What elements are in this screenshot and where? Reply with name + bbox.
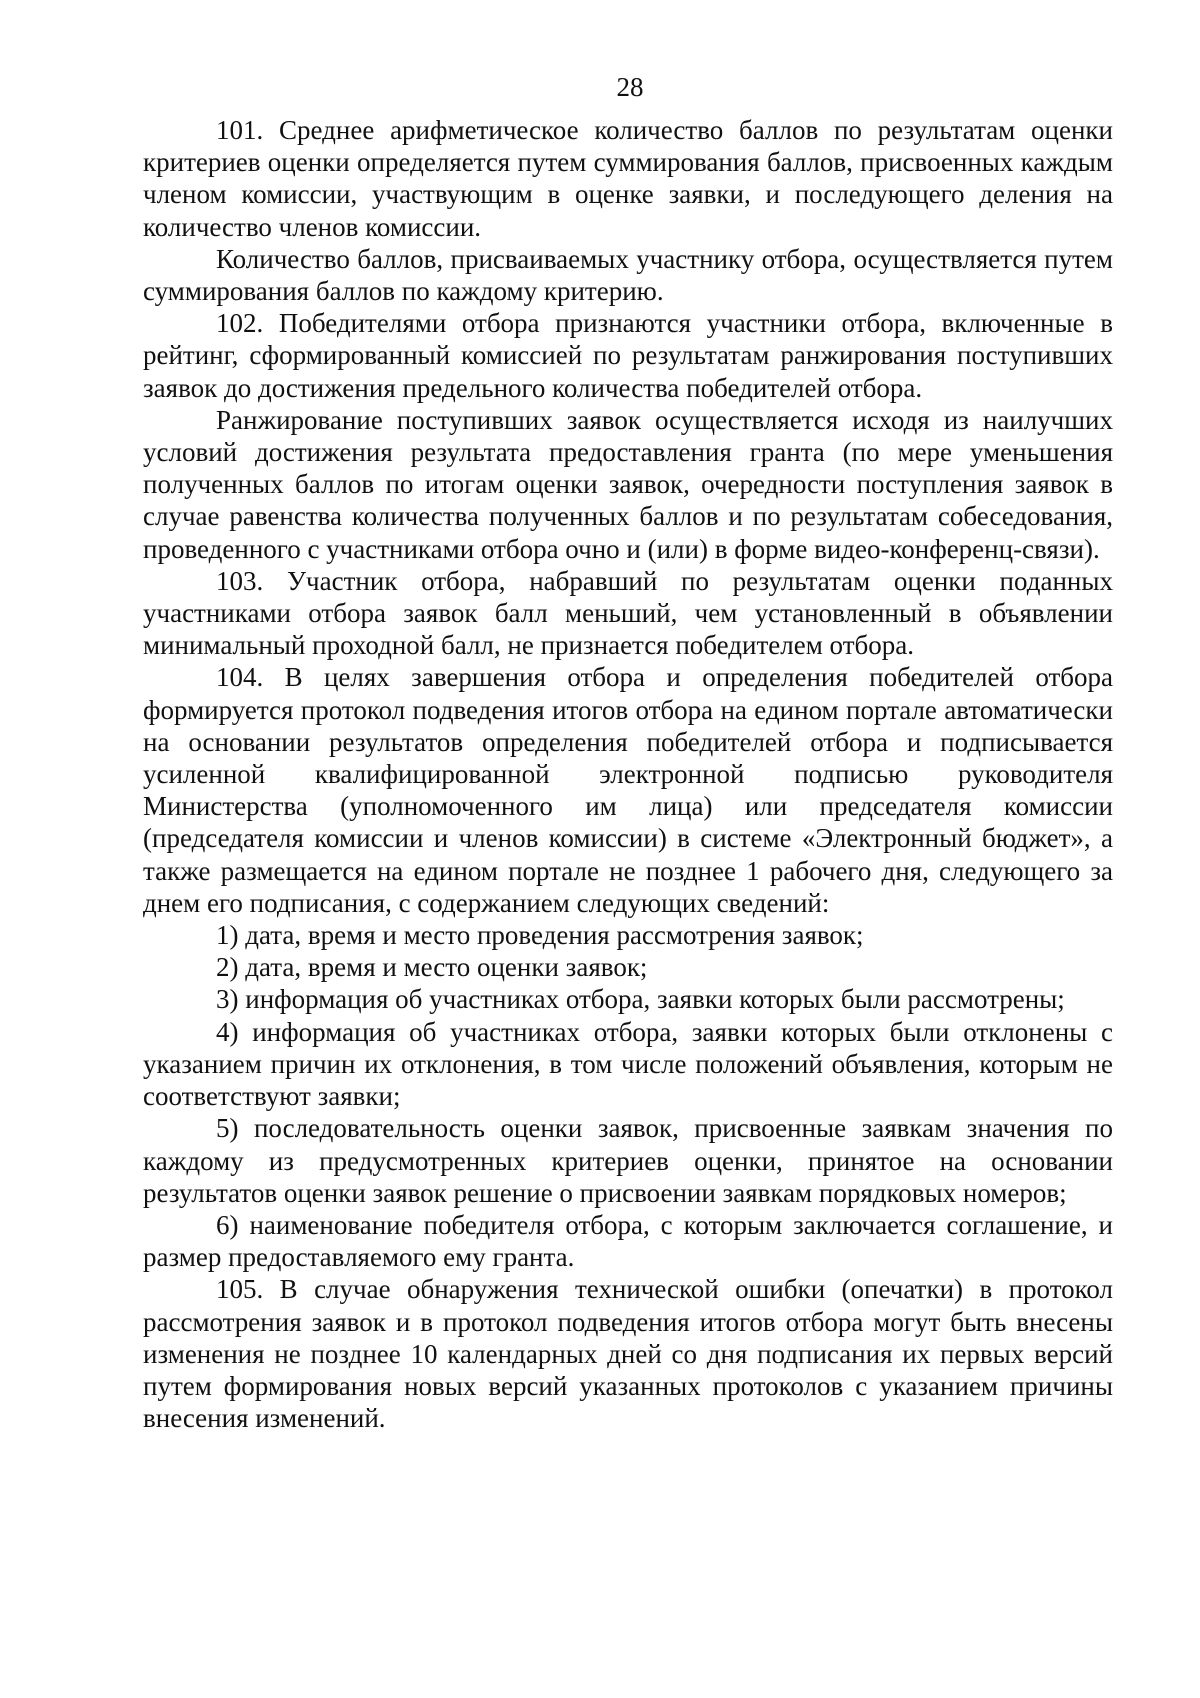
paragraph-104: 104. В целях завершения отбора и определения победителей отбора формируется протокол подведения итогов отбора на едином портале автоматически на основании результатов определения победителей отбора и подписывается усиленной квалифицированной электронной подписью руководителя Министерства (уполномоченного им лица) или председателя комиссии (председателя комиссии и членов комиссии) в системе «Электронный бюджет», а также размещается на едином портале не позднее 1 рабочего дня, следующего за днем его подписания, с содержанием следующих сведений: [143, 662, 1113, 918]
document-body [143, 114, 1113, 1434]
paragraph-105: 105. В случае обнаружения технической ошибки (опечатки) в протокол рассмотрения заявок и в протокол подведения итогов отбора могут быть внесены изменения не позднее 10 календарных дней со дня подписания их первых версий путем формирования новых версий указанных протоколов с указанием причины внесения изменений. [143, 1274, 1113, 1434]
list-item-1: 1) дата, время и место проведения рассмотрения заявок; [216, 920, 864, 951]
list-item-5: 5) последовательность оценки заявок, присвоенные заявкам значения по каждому из предусмотренных критериев оценки, принятое на основании результатов оценки заявок решение о присвоении заявкам порядковых номеров; [143, 1113, 1113, 1208]
list-item-4: 4) информация об участниках отбора, заявки которых были отклонены с указанием причин их отклонения, в том числе положений объявления, которым не соответствуют заявки; [143, 1016, 1113, 1112]
paragraph-103: 103. Участник отбора, набравший по результатам оценки поданных участниками отбора заявок балл меньший, чем установленный в объявлении минимальный проходной балл, не признается победителем отбора. [143, 565, 1113, 661]
list-item-3: 3) информация об участниках отбора, заявки которых были рассмотрены; [216, 984, 1065, 1015]
list-item-2: 2) дата, время и место оценки заявок; [216, 952, 648, 983]
paragraph-score-sum: Количество баллов, присваиваемых участнику отбора, осуществляется путем суммирования баллов по каждому критерию. [143, 243, 1113, 307]
list-item-6: 6) наименование победителя отбора, с которым заключается соглашение, и размер предоставляемого ему гранта. [143, 1209, 1113, 1273]
page-number: 28 [616, 72, 644, 102]
paragraph-ranking: Ранжирование поступивших заявок осуществляется исходя из наилучших условий достижения результата предоставления гранта (по мере уменьшения полученных баллов по итогам оценки заявок, очередности поступления заявок в случае равенства количества полученных баллов и по результатам собеседования, проведенного с участниками отбора очно и (или) в форме видео-конференц-связи). [143, 404, 1113, 564]
paragraph-101: 101. Среднее арифметическое количество баллов по результатам оценки критериев оценки определяется путем суммирования баллов, присвоенных каждым членом комиссии, участвующим в оценке заявки, и последующего деления на количество членов комиссии. [143, 115, 1113, 242]
paragraph-102: 102. Победителями отбора признаются участники отбора, включенные в рейтинг, сформированный комиссией по результатам ранжирования поступивших заявок до достижения предельного количества победителей отбора. [143, 308, 1113, 403]
